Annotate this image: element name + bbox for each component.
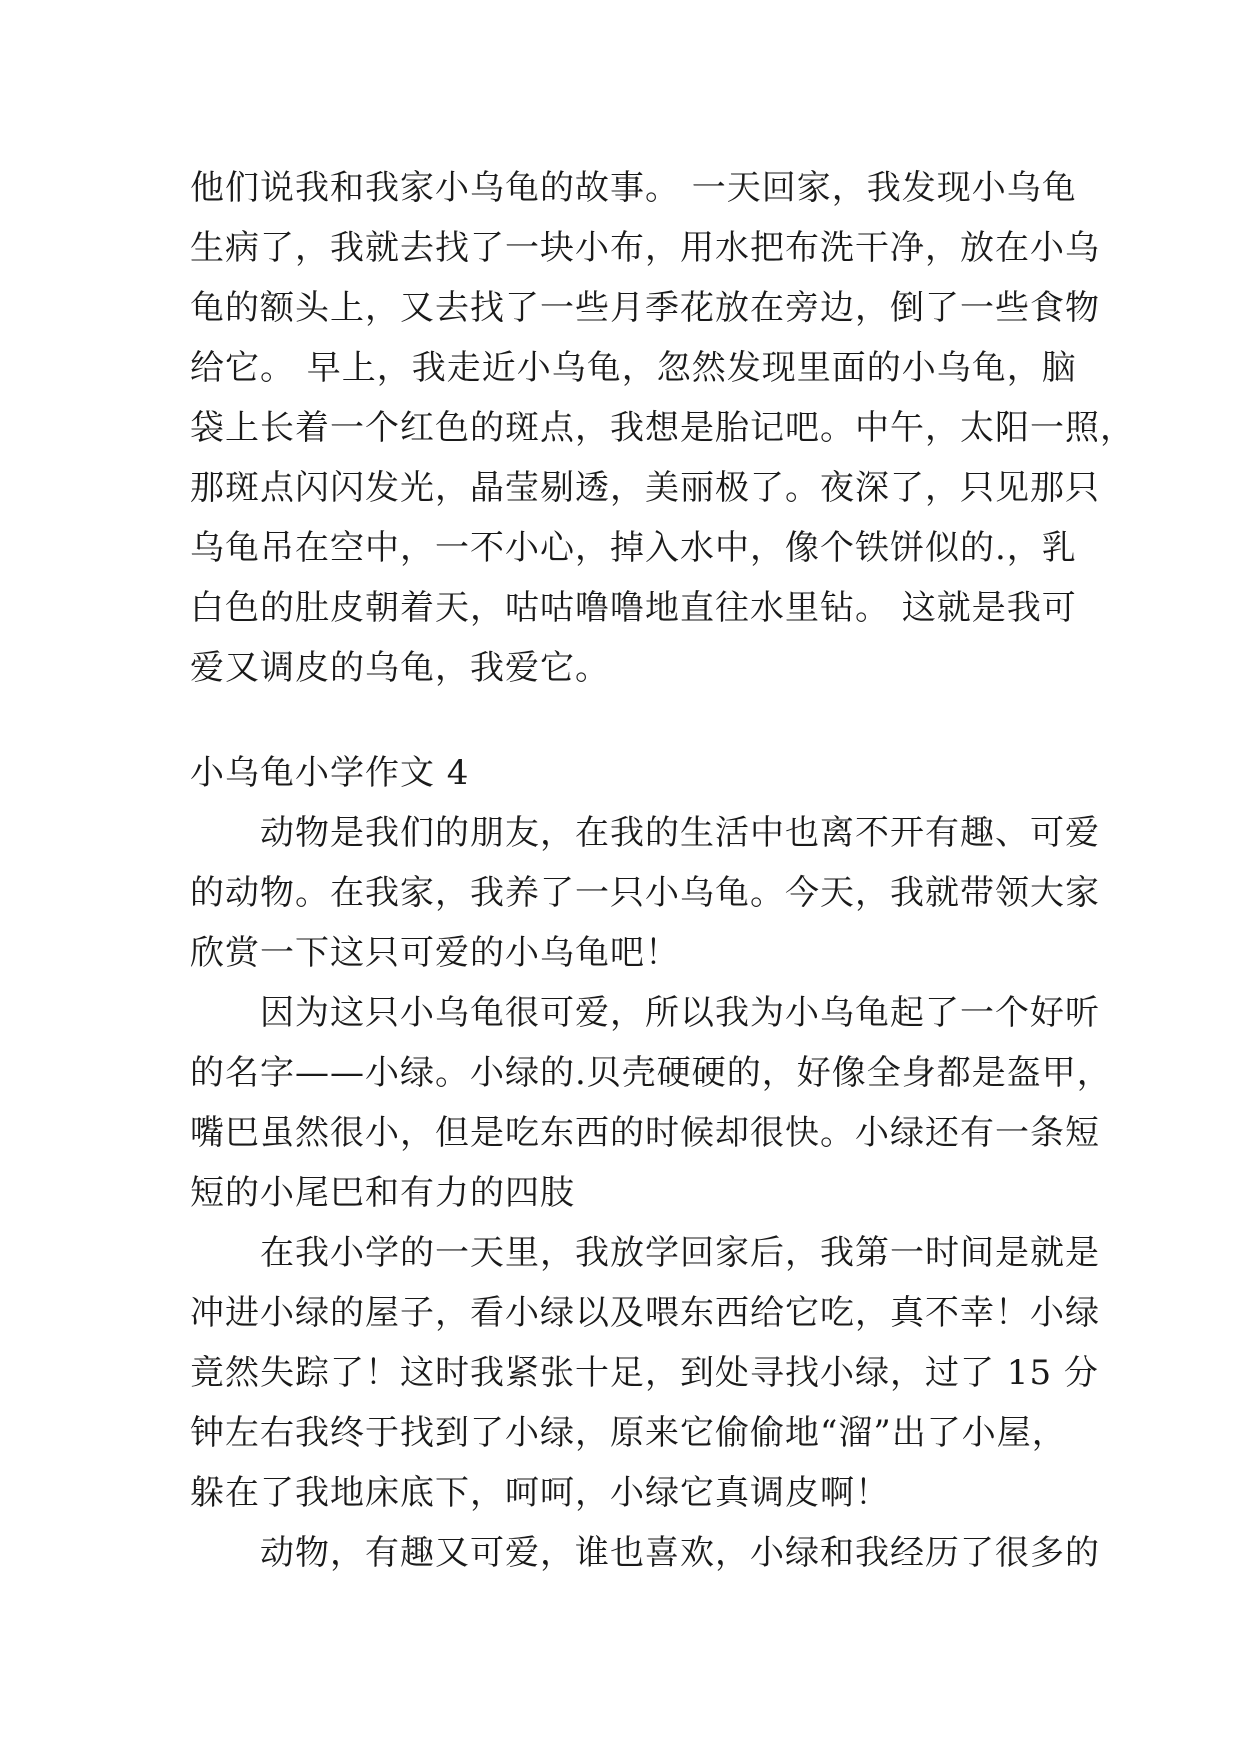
text-line: 动物，有趣又可爱，谁也喜欢，小绿和我经历了很多的 — [190, 1533, 1100, 1573]
text-line: 乌龟吊在空中，一不小心，掉入水中，像个铁饼似的.，乳 — [190, 528, 1077, 568]
text-line: 生病了，我就去找了一块小布，用水把布洗干净，放在小乌 — [190, 228, 1100, 268]
text-line: 短的小尾巴和有力的四肢 — [190, 1173, 575, 1213]
text-line: 嘴巴虽然很小，但是吃东西的时候却很快。小绿还有一条短 — [190, 1113, 1100, 1153]
text-line: 他们说我和我家小乌龟的故事。 一天回家，我发现小乌龟 — [190, 168, 1077, 208]
text-line: 白色的肚皮朝着天，咕咕噜噜地直往水里钻。 这就是我可 — [190, 588, 1077, 628]
text-line: 躲在了我地床底下，呵呵，小绿它真调皮啊！ — [190, 1473, 890, 1513]
text-line: 在我小学的一天里，我放学回家后，我第一时间是就是 — [190, 1233, 1100, 1273]
text-line: 爱又调皮的乌龟，我爱它。 — [190, 648, 610, 688]
text-line: 动物是我们的朋友，在我的生活中也离不开有趣、可爱 — [190, 813, 1100, 853]
text-line: 因为这只小乌龟很可爱，所以我为小乌龟起了一个好听 — [190, 993, 1100, 1033]
text-line: 龟的额头上，又去找了一些月季花放在旁边，倒了一些食物 — [190, 288, 1100, 328]
text-line: 那斑点闪闪发光，晶莹剔透，美丽极了。夜深了，只见那只 — [190, 468, 1100, 508]
text-line: 竟然失踪了！这时我紧张十足，到处寻找小绿，过了 15 分 — [190, 1353, 1099, 1393]
text-line: 袋上长着一个红色的斑点，我想是胎记吧。中午，太阳一照， — [190, 408, 1135, 448]
text-line: 的动物。在我家，我养了一只小乌龟。今天，我就带领大家 — [190, 873, 1100, 913]
text-line: 的名字——小绿。小绿的.贝壳硬硬的，好像全身都是盔甲， — [190, 1053, 1112, 1093]
text-line: 给它。 早上，我走近小乌龟，忽然发现里面的小乌龟，脑 — [190, 348, 1077, 388]
section-heading: 小乌龟小学作文 4 — [190, 753, 470, 793]
text-line: 冲进小绿的屋子，看小绿以及喂东西给它吃，真不幸！小绿 — [190, 1293, 1100, 1333]
text-line: 欣赏一下这只可爱的小乌龟吧！ — [190, 933, 680, 973]
text-line: 钟左右我终于找到了小绿，原来它偷偷地“溜”出了小屋， — [190, 1413, 1067, 1453]
